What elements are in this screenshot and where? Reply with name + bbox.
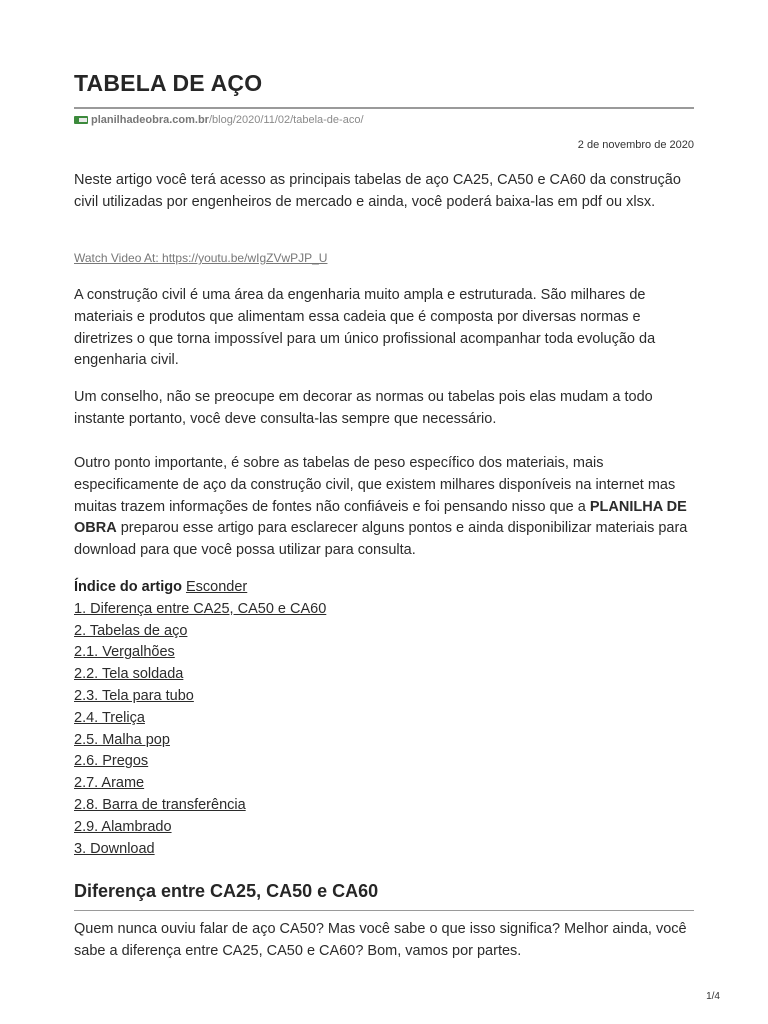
toc-link[interactable]: 2.9. Alambrado bbox=[74, 818, 172, 835]
video-link[interactable]: Watch Video At: https://youtu.be/wIgZVwPJP_U bbox=[74, 251, 328, 265]
toc-item bbox=[74, 599, 326, 621]
paragraph-3-text-a: Outro ponto importante, é sobre as tabelas de peso específico dos materiais, mais especificamente de aço da construção civil, que existem milhares disponíveis na internet mas muitas trazem informações de fontes não confiáveis e foi pensando nisso que a bbox=[74, 455, 676, 515]
toc-item bbox=[74, 751, 326, 773]
toc-item bbox=[74, 708, 326, 730]
section-heading: Diferença entre CA25, CA50 e CA60 bbox=[74, 881, 379, 901]
toc-link[interactable]: 1. Diferença entre CA25, CA50 e CA60 bbox=[74, 600, 327, 617]
toc-item bbox=[74, 642, 326, 664]
url-path: /blog/2020/11/02/tabela-de-aco/ bbox=[208, 114, 364, 126]
publish-date: 2 de novembro de 2020 bbox=[577, 139, 694, 151]
paragraph-1: A construção civil é uma área da engenharia muito ampla e estruturada. São milhares de materiais e produtos que alimentam essa cadeia que é composta por diversas normas e diretrizes o que torna impossível para um único profissional acompanhar toda evolução da engenharia civil. bbox=[74, 287, 656, 369]
toc-item bbox=[74, 664, 326, 686]
site-favicon-icon bbox=[74, 116, 88, 124]
toc-item bbox=[74, 839, 326, 861]
table-of-contents bbox=[74, 577, 326, 860]
page-number: 1/4 bbox=[706, 991, 720, 1002]
toc-link[interactable]: 2.4. Treliça bbox=[74, 709, 145, 726]
toc-header bbox=[74, 577, 326, 599]
toc-item bbox=[74, 773, 326, 795]
toc-item bbox=[74, 795, 326, 817]
url-domain: planilhadeobra.com.br bbox=[91, 114, 209, 126]
toc-item bbox=[74, 730, 326, 752]
toc-link[interactable]: 2.8. Barra de transferência bbox=[74, 796, 246, 813]
source-url[interactable] bbox=[74, 114, 364, 126]
toc-link[interactable]: 3. Download bbox=[74, 840, 155, 857]
brand-name: PLANILHA DE OBRA bbox=[74, 498, 687, 537]
toc-link[interactable]: 2.1. Vergalhões bbox=[74, 644, 175, 661]
paragraph-3-text-b: preparou esse artigo para esclarecer alguns pontos e ainda disponibilizar materiais para download para que você possa utilizar para consulta. bbox=[74, 520, 688, 559]
toc-heading: Índice do artigo bbox=[74, 579, 182, 595]
toc-link[interactable]: 2.5. Malha pop bbox=[74, 731, 170, 748]
toc-item bbox=[74, 686, 326, 708]
section-paragraph: Quem nunca ouviu falar de aço CA50? Mas você sabe o que isso significa? Melhor ainda, você sabe a diferença entre CA25, CA50 e CA60? Bom, vamos por partes. bbox=[74, 921, 687, 959]
title-divider bbox=[74, 107, 694, 109]
toc-link[interactable]: 2.2. Tela soldada bbox=[74, 666, 184, 683]
toc-link[interactable]: 2.3. Tela para tubo bbox=[74, 687, 194, 704]
toc-item bbox=[74, 817, 326, 839]
paragraph-2: Um conselho, não se preocupe em decorar as normas ou tabelas pois elas mudam a todo instante portanto, você deve consulta-las sempre que necessário. bbox=[74, 389, 653, 427]
toc-item bbox=[74, 621, 326, 643]
paragraph-3 bbox=[74, 453, 694, 562]
section-divider bbox=[74, 910, 694, 911]
toc-toggle-link[interactable]: Esconder bbox=[185, 579, 248, 595]
toc-link[interactable]: 2.7. Arame bbox=[74, 775, 145, 792]
page-title: TABELA DE AÇO bbox=[74, 70, 263, 96]
toc-link[interactable]: 2.6. Pregos bbox=[74, 753, 149, 770]
intro-paragraph: Neste artigo você terá acesso as principais tabelas de aço CA25, CA50 e CA60 da construção civil utilizadas por engenheiros de mercado e ainda, você poderá baixa-las em pdf ou xlsx. bbox=[74, 172, 681, 210]
toc-link[interactable]: 2. Tabelas de aço bbox=[74, 622, 188, 639]
